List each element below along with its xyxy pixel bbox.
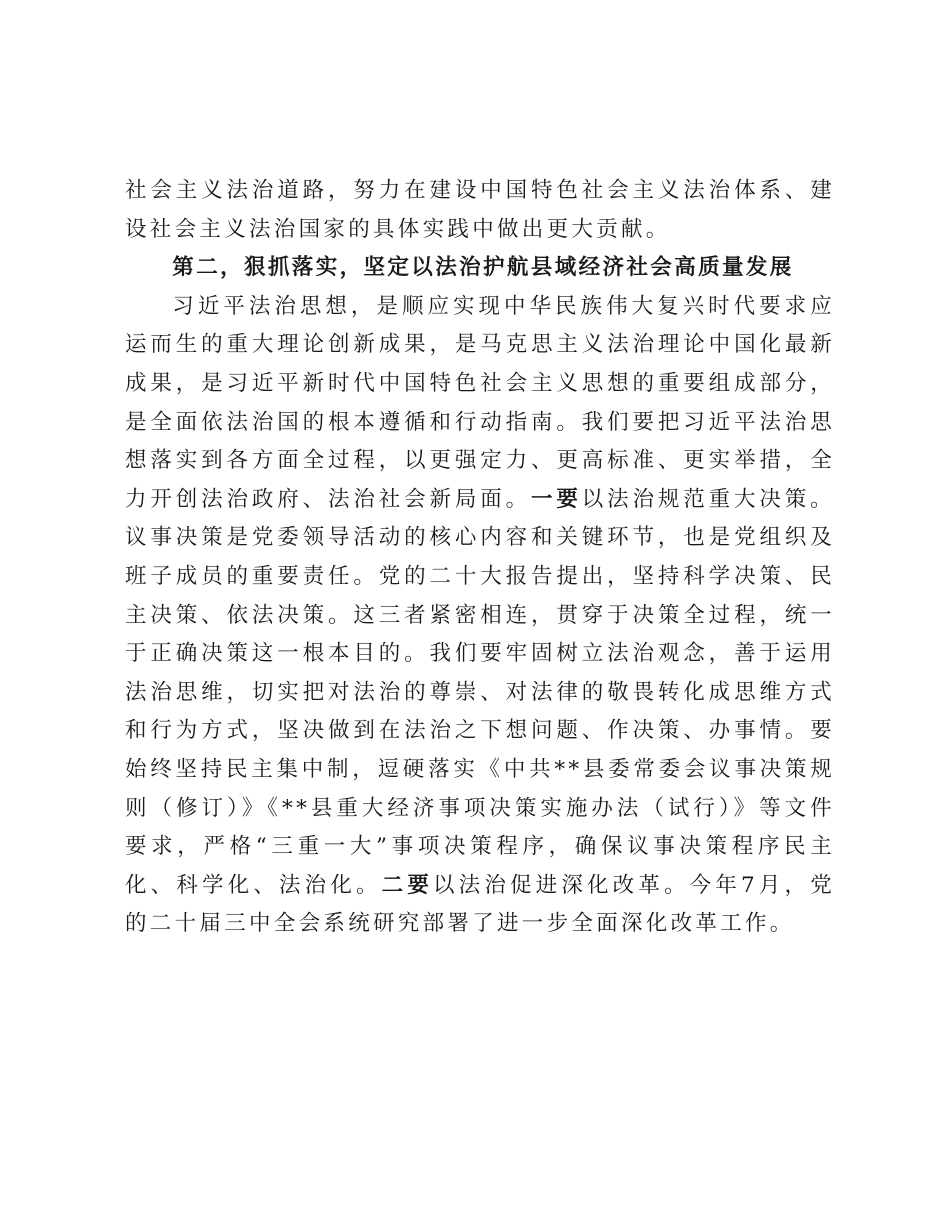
body-text-part2: 以法治规范重大决策。议事决策是党委领导活动的核心内容和关键环节，也是党组织及班子成员的重要责任。党的二十大报告提出，坚持科学决策、民主决策、依法决策。这三者紧密相连，贯穿于决策全过程，统一于正确决策这一根本目的。我们要牢固树立法治观念，善于运用法治思维，切实把对法治的尊崇、对法律的敬畏转化成思维方式和行为方式，坚决做到在法治之下想问题、作决策、办事情。要始终坚持民主集中制，逗硬落实《中共**县委常委会议事决策规则（修订）》《**县重大经济事项决策实施办法（试行）》等文件要求，严格“三重一大”事项决策程序，确保议事决策程序民主化、科学化、法治化。	[125, 486, 835, 898]
section-heading: 第二，狠抓落实，坚定以法治护航县域经济社会高质量发展	[172, 255, 794, 281]
body-text-part3: 以法治促进深化改革。今年7月，党的二十届三中全会系统研究部署了进一步全面深化改革工作。	[125, 872, 835, 937]
body-paragraph	[125, 288, 835, 944]
body-text-part1: 习近平法治思想，是顺应实现中华民族伟大复兴时代要求应运而生的重大理论创新成果，是马克思主义法治理论中国化最新成果，是习近平新时代中国特色社会主义思想的重要组成部分，是全面依法治国的根本遵循和行动指南。我们要把习近平法治思想落实到各方面全过程，以更强定力、更高标准、更实举措，全力开创法治政府、法治社会新局面。	[125, 293, 835, 512]
point2-label: 二要	[381, 872, 434, 898]
point1-label: 一要	[531, 486, 582, 512]
opening-paragraph: 社会主义法治道路，努力在建设中国特色社会主义法治体系、建设社会主义法治国家的具体实践中做出更大贡献。	[125, 178, 835, 242]
document-page	[125, 172, 835, 944]
